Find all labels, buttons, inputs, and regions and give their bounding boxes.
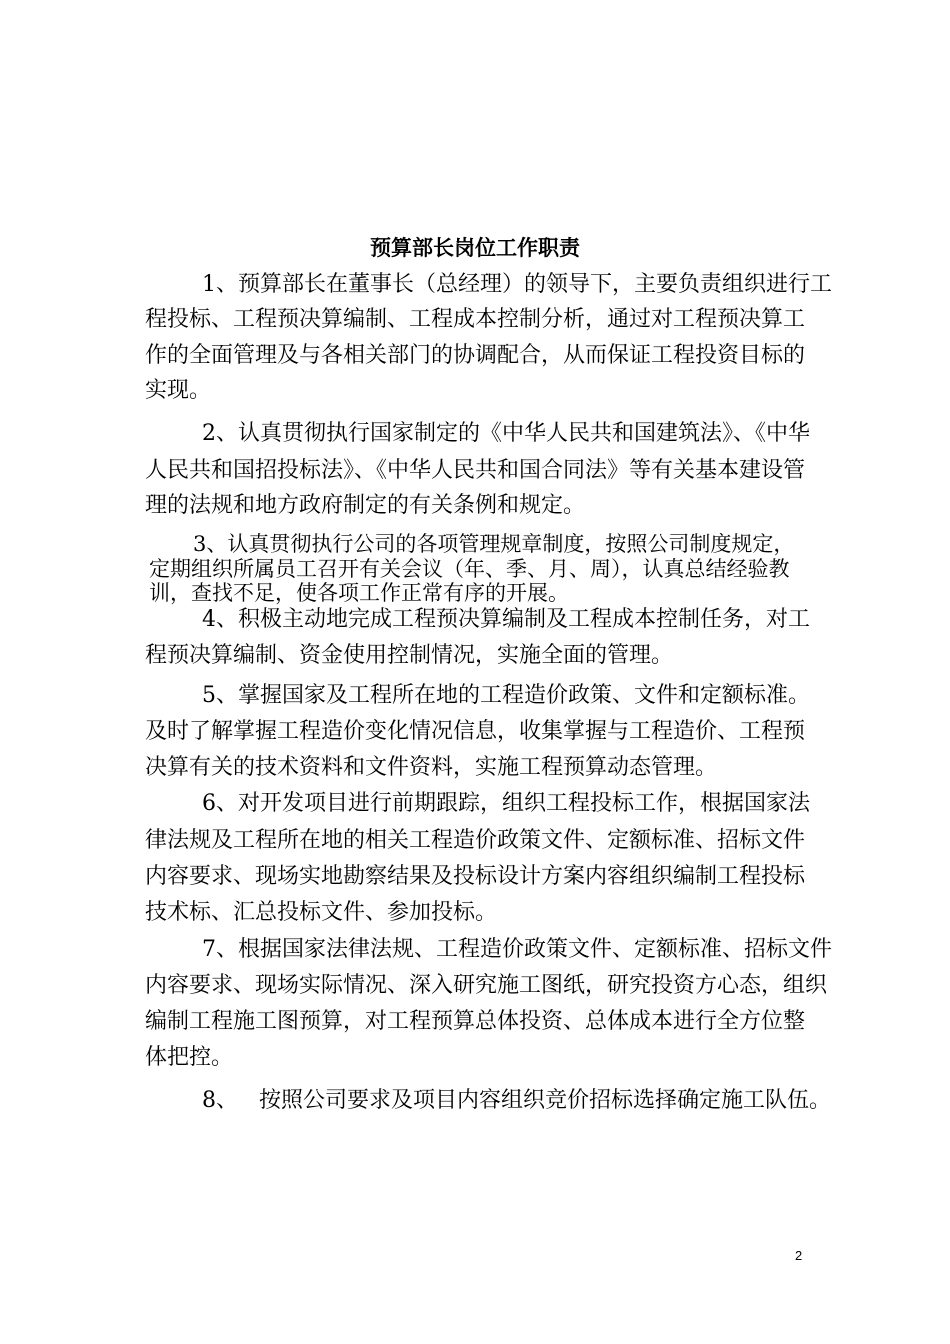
paragraph-line: 理的法规和地方政府制定的有关条例和规定。: [145, 493, 586, 518]
page-number: 2: [795, 1248, 803, 1263]
paragraph-line: 体把控。: [145, 1045, 234, 1070]
paragraph-line: 编制工程施工图预算，对工程预算总体投资、总体成本进行全方位整: [145, 1009, 806, 1034]
paragraph-line: 7、根据国家法律法规、工程造价政策文件、定额标准、招标文件: [202, 937, 832, 962]
paragraph-line: 作的全面管理及与各相关部门的协调配合，从而保证工程投资目标的: [145, 343, 806, 368]
paragraph-line: 4、积极主动地完成工程预决算编制及工程成本控制任务，对工: [202, 607, 810, 632]
paragraph-line: 8、 按照公司要求及项目内容组织竞价招标选择确定施工队伍。: [202, 1088, 831, 1113]
paragraph-line: 人民共和国招投标法》、《中华人民共和国合同法》等有关基本建设管: [145, 458, 806, 483]
paragraph-line: 及时了解掌握工程造价变化情况信息，收集掌握与工程造价、工程预: [145, 719, 806, 744]
paragraph-line: 决算有关的技术资料和文件资料，实施工程预算动态管理。: [145, 755, 718, 780]
paragraph-line: 程预决算编制、资金使用控制情况，实施全面的管理。: [145, 643, 674, 668]
paragraph-line: 定期组织所属员工召开有关会议（年、季、月、周），认真总结经验教: [149, 557, 790, 581]
paragraph-line: 3、认真贯彻执行公司的各项管理规章制度，按照公司制度规定，: [193, 532, 795, 556]
paragraph-line: 律法规及工程所在地的相关工程造价政策文件、定额标准、招标文件: [145, 828, 806, 853]
paragraph-line: 内容要求、现场实际情况、深入研究施工图纸，研究投资方心态，组织: [145, 973, 828, 998]
paragraph-line: 5、掌握国家及工程所在地的工程造价政策、文件和定额标准。: [202, 683, 810, 708]
paragraph-line: 6、对开发项目进行前期跟踪，组织工程投标工作，根据国家法: [202, 791, 810, 816]
page-title: 预算部长岗位工作职责: [370, 236, 580, 260]
paragraph-line: 程投标、工程预决算编制、工程成本控制分析，通过对工程预决算工: [145, 307, 806, 332]
paragraph-line: 训，查找不足，使各项工作正常有序的开展。: [149, 581, 569, 605]
paragraph-line: 2、认真贯彻执行国家制定的《中华人民共和国建筑法》、《中华: [202, 421, 810, 446]
paragraph-line: 1、预算部长在董事长（总经理）的领导下，主要负责组织进行工: [202, 272, 832, 297]
paragraph-line: 技术标、汇总投标文件、参加投标。: [145, 900, 498, 925]
paragraph-line: 实现。: [145, 378, 212, 403]
paragraph-line: 内容要求、现场实地勘察结果及投标设计方案内容组织编制工程投标: [145, 864, 806, 889]
